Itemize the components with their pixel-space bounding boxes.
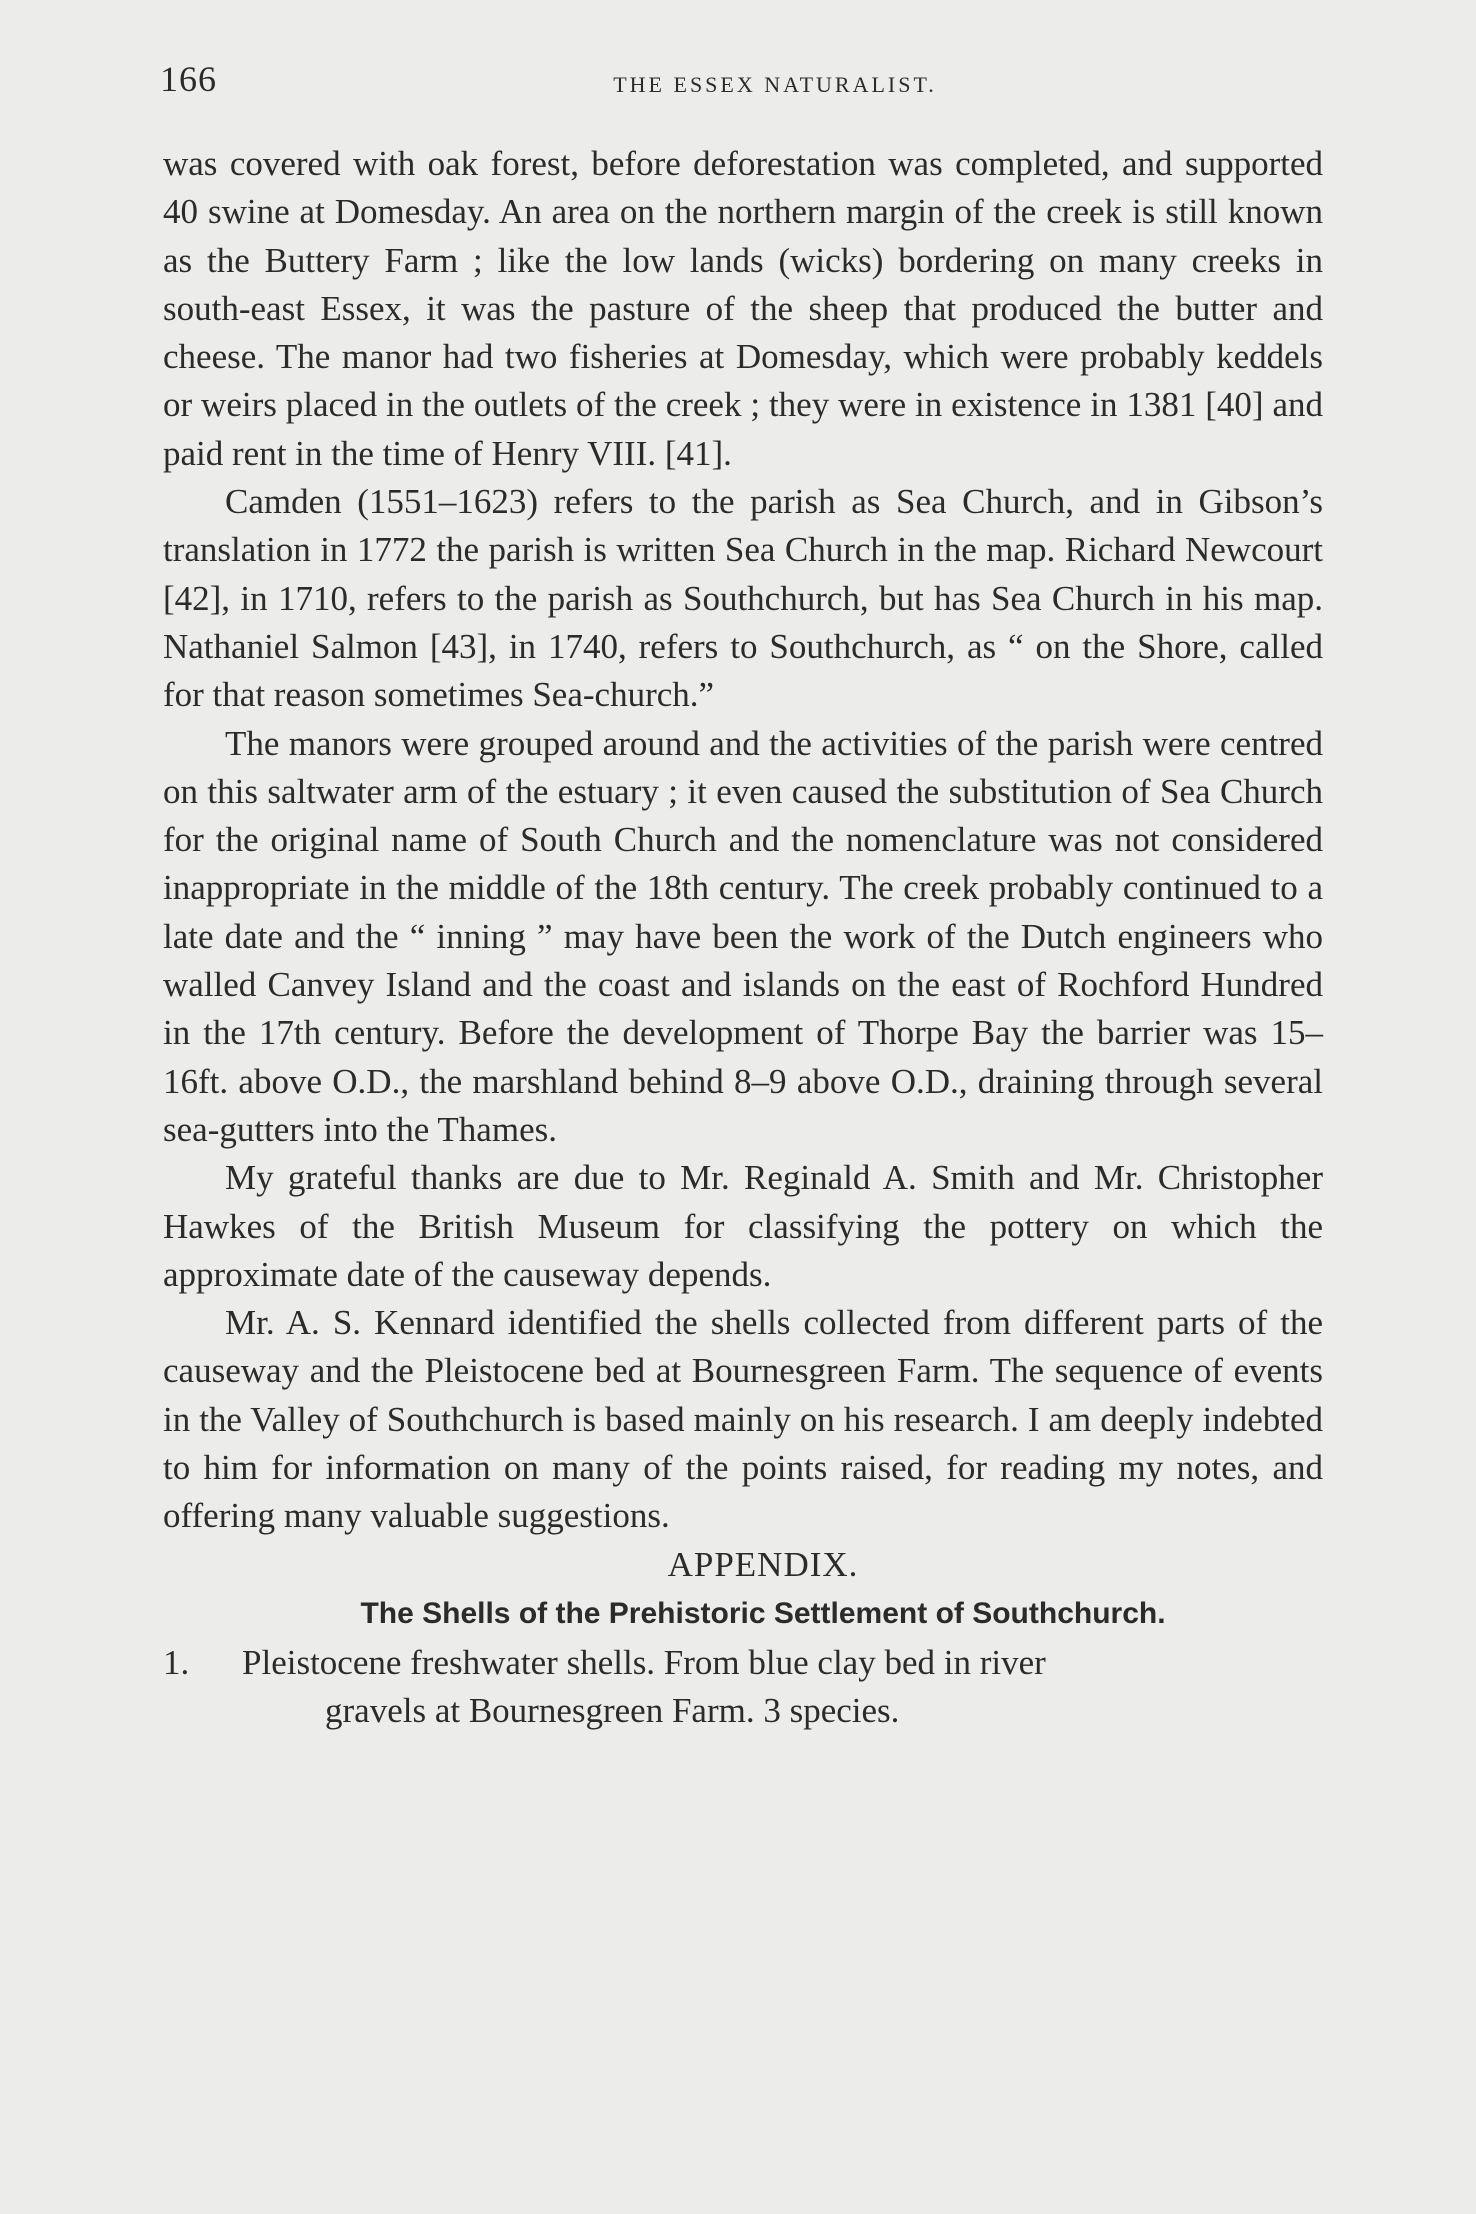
appendix-subtitle: The Shells of the Prehistoric Settlement of Southchurch. xyxy=(360,1596,1166,1630)
paragraph-thanks: My grateful thanks are due to Mr. Reginald A. Smith and Mr. Christopher Hawkes of the British Museum for classifying the pottery on which the approximate date of the causeway depends. xyxy=(163,1158,1323,1294)
page-number: 166 xyxy=(160,59,217,99)
page-header xyxy=(160,58,1330,108)
list-item xyxy=(163,1639,1323,1735)
body-text xyxy=(163,140,1323,1735)
paragraph-continued: was covered with oak forest, before deforestation was completed, and supported 40 swine at Domesday. An area on the northern margin of the creek is still known as the Buttery Farm ; like the low lands (wicks) bordering on many creeks in south-east Essex, it was the pasture of the sheep that produced the butter and cheese. The manor had two fisheries at Domesday, which were probably keddels or weirs placed in the outlets of the creek ; they were in existence in 1381 [40] and paid rent in the time of Henry VIII. [41]. xyxy=(163,144,1323,473)
paragraph-camden: Camden (1551–1623) refers to the parish as Sea Church, and in Gibson’s translation in 1772 the parish is written Sea Church in the map. Richard Newcourt [42], in 1710, refers to the parish as Southchurch, but has Sea Church in his map. Nathaniel Salmon [43], in 1740, refers to Southchurch, as “ on the Shore, called for that reason sometimes Sea-church.” xyxy=(163,482,1323,715)
appendix-title: APPENDIX. xyxy=(667,1544,859,1584)
paragraph-manors: The manors were grouped around and the activities of the parish were centred on this saltwater arm of the estuary ; it even caused the substitution of Sea Church for the original name of South Church and the nomenclature was not considered inappropriate in the middle of the 18th century. The creek probably continued to a late date and the “ inning ” may have been the work of the Dutch engineers who walled Canvey Island and the coast and islands on the east of Rochford Hundred in the 17th century. Before the development of Thorpe Bay the barrier was 15–16ft. above O.D., the marshland behind 8–9 above O.D., draining through several sea-gutters into the Thames. xyxy=(163,723,1323,1149)
paragraph-kennard: Mr. A. S. Kennard identified the shells collected from different parts of the causeway and the Pleistocene bed at Bournesgreen Farm. The sequence of events in the Valley of Southchurch is based mainly on his research. I am deeply indebted to him for information on many of the points raised, for reading my notes, and offering many valuable suggestions. xyxy=(163,1303,1323,1536)
list-item-number: 1. xyxy=(163,1642,190,1682)
list-item-line-2: gravels at Bournesgreen Farm. 3 species. xyxy=(325,1690,900,1730)
running-title: THE ESSEX NATURALIST. xyxy=(613,72,937,97)
list-item-line-1: Pleistocene freshwater shells. From blue clay bed in river xyxy=(242,1642,1046,1682)
